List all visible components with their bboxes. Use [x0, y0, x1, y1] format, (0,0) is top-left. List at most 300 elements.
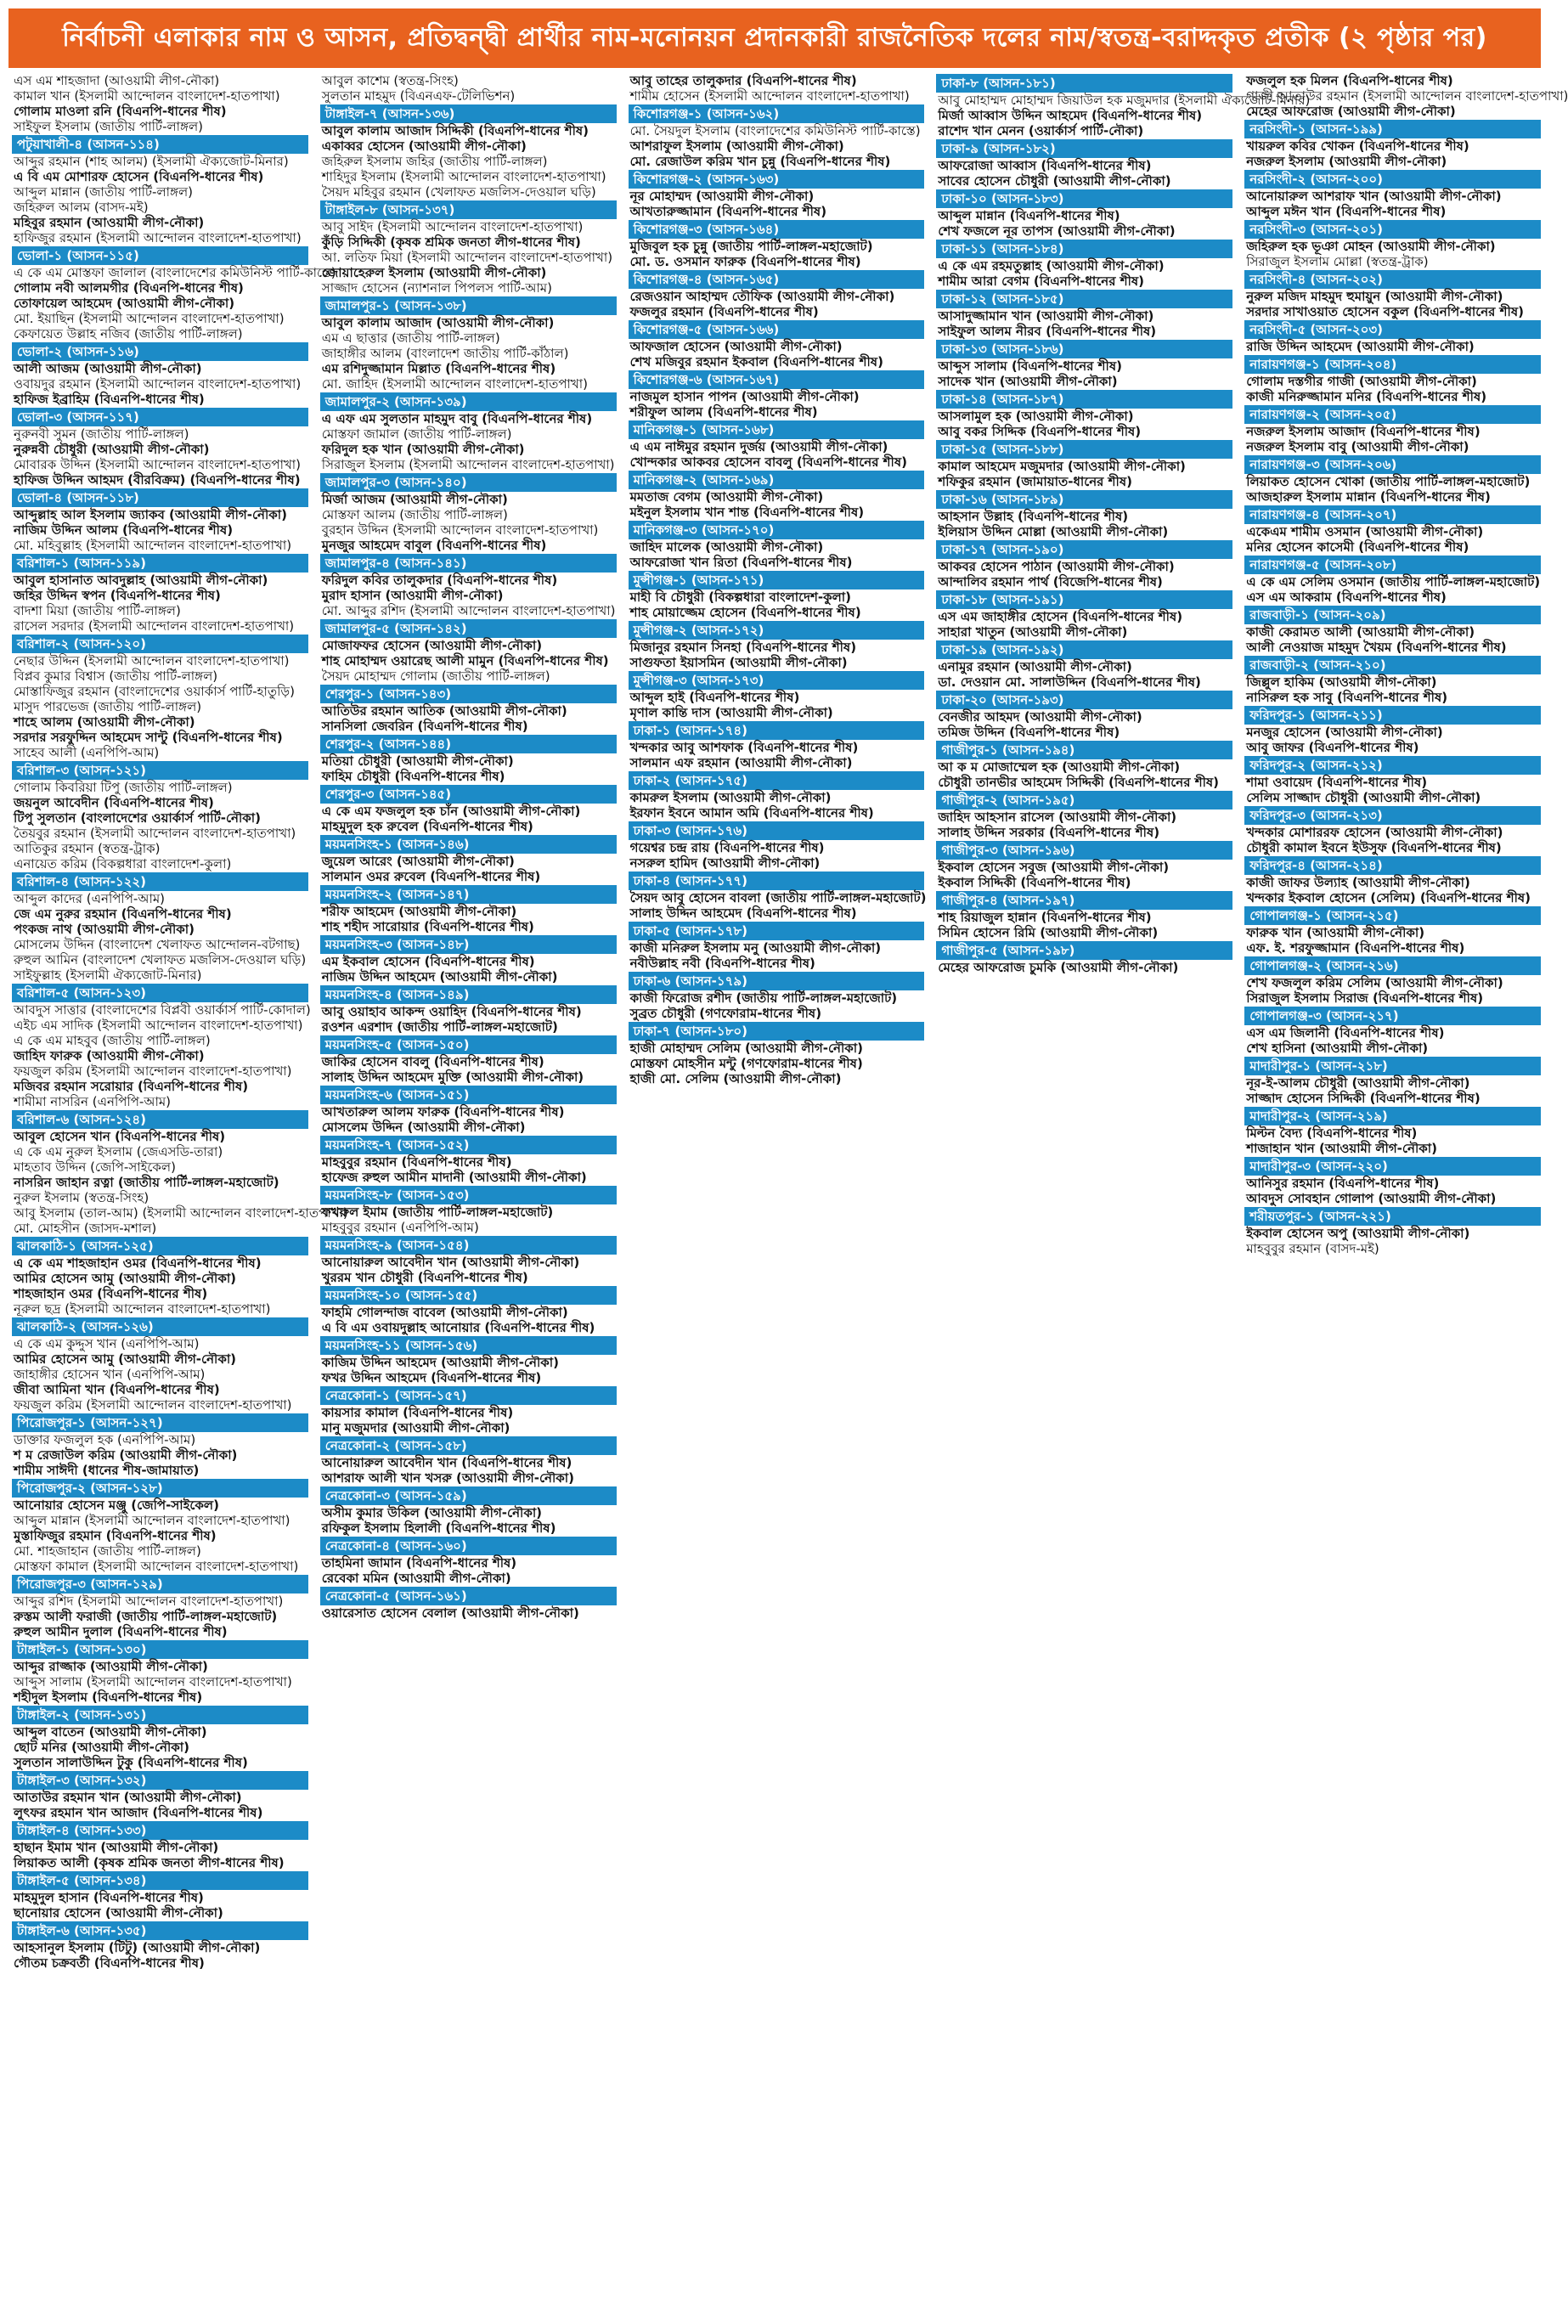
candidate-line: এ কে এম নুরুল ইসলাম (জেএসডি-তারা): [14, 1144, 223, 1159]
candidate-line: মাহবুবুর রহমান (বাসদ-মই): [1246, 1241, 1379, 1256]
constituency-header: পটুয়াখালী-৪ (আসন-১১৪): [12, 135, 308, 154]
candidate-line: অসীম কুমার উকিল (আওয়ামী লীগ-নৌকা): [321, 1505, 543, 1520]
constituency-header: গোপালগঞ্জ-১ (আসন-২১৫): [1244, 906, 1541, 925]
constituency-block: [1244, 956, 1541, 1006]
candidate-line: সৈয়দ মোহাম্মদ গোলাম (জাতীয় পার্টি-লাঙ্গল): [321, 668, 550, 684]
candidate-line: মুজিবুল হক চুন্নু (জাতীয় পার্টি-লাঙ্গল-মহাজোট): [629, 239, 873, 254]
candidate-line: মেহের আফরোজ চুমকি (আওয়ামী লীগ-নৌকা): [938, 960, 1179, 975]
constituency-header: ফরিদপুর-১ (আসন-২১১): [1244, 706, 1541, 725]
candidate-line: মোজাফফর হোসেন (আওয়ামী লীগ-নৌকা): [321, 638, 543, 653]
candidate-line: শামীম সাঈদী (ধানের শীষ-জামায়াত): [14, 1463, 200, 1478]
constituency-header: গাজীপুর-১ (আসন-১৯৪): [936, 741, 1232, 759]
constituency-header: নারায়ণগঞ্জ-৪ (আসন-২০৭): [1244, 505, 1541, 524]
candidate-line: নুরুল মজিদ মাহমুদ হুমায়ুন (আওয়ামী লীগ-নৌকা): [1246, 289, 1503, 304]
candidate-line: কামাল খান (ইসলামী আন্দোলন বাংলাদেশ-হাতপাখা): [14, 88, 280, 104]
candidate-line: সাহেব আলী (এনপিপি-আম): [14, 745, 160, 760]
constituency-header: জামালপুর-১ (আসন-১৩৮): [320, 296, 617, 315]
candidate-line: জোয়াহেরুল ইসলাম (আওয়ামী লীগ-নৌকা): [321, 265, 547, 280]
constituency-header: ময়মনসিংহ-৮ (আসন-১৫৩): [320, 1186, 617, 1204]
candidate-line: মোবারক উদ্দিন (ইসলামী আন্দোলন বাংলাদেশ-হাতপাখা): [14, 457, 302, 472]
candidate-line: আবুল কালাম আজাদ সিদ্দিকী (বিএনপি-ধানের শীষ): [321, 123, 589, 138]
candidate-line: ফখরুল ইমাম (জাতীয় পার্টি-লাঙ্গল-মহাজোট): [321, 1204, 554, 1220]
constituency-header: জামালপুর-৫ (আসন-১৪২): [320, 619, 617, 638]
candidate-line: আমির হোসেন আমু (আওয়ামী লীগ-নৌকা): [14, 1271, 237, 1286]
candidate-line: এ কে এম শাহজাহান ওমর (বিএনপি-ধানের শীষ): [14, 1255, 262, 1271]
candidate-line: আবুল হাসানাত আবদুল্লাহ (আওয়ামী লীগ-নৌকা): [14, 573, 268, 588]
candidate-line: ফাহিম চৌধুরী (বিএনপি-ধানের শীষ): [321, 769, 505, 784]
constituency-block: [629, 420, 925, 470]
constituency-header: ঢাকা-৯ (আসন-১৮২): [936, 139, 1232, 158]
constituency-header: নারায়ণগঞ্জ-১ (আসন-২০৪): [1244, 355, 1541, 374]
candidate-line: কেফায়েত উল্লাহ নজিব (জাতীয় পার্টি-লাঙ্গল): [14, 326, 243, 341]
constituency-header: জামালপুর-৩ (আসন-১৪০): [320, 473, 617, 492]
candidate-line: বেনজীর আহমদ (আওয়ামী লীগ-নৌকা): [938, 709, 1142, 725]
candidate-line: আব্দুর রহমান (শাহ আলম) (ইসলামী ঐক্যজোট-মিনার): [14, 154, 289, 169]
candidate-line: ছানোয়ার হোসেন (আওয়ামী লীগ-নৌকা): [14, 1905, 223, 1921]
candidate-line: রেবেকা মমিন (আওয়ামী লীগ-নৌকা): [321, 1571, 511, 1586]
candidate-line: আব্দুর রাজ্জাক (আওয়ামী লীগ-নৌকা): [14, 1659, 208, 1674]
constituency-header: ঢাকা-১০ (আসন-১৮৩): [936, 189, 1232, 208]
constituency-block: [12, 872, 308, 983]
candidate-line: সানসিলা জেবরিন (বিএনপি-ধানের শীষ): [321, 719, 528, 734]
constituency-block: [12, 1479, 308, 1574]
candidate-line: ইকবাল হোসেন অপু (আওয়ামী লীগ-নৌকা): [1246, 1226, 1470, 1241]
constituency-block: [629, 972, 925, 1021]
constituency-header: ময়মনসিংহ-১০ (আসন-১৫৫): [320, 1286, 617, 1305]
candidate-line: রুহুল আমিন (বাংলাদেশ খেলাফত মজলিস-দেওয়াল ঘড়ি): [14, 952, 307, 967]
constituency-header: নরসিংদী-৩ (আসন-২০১): [1244, 220, 1541, 239]
constituency-block: [12, 1237, 308, 1317]
constituency-header: টাঙ্গাইল-৫ (আসন-১৩৪): [12, 1871, 308, 1890]
candidate-line: কাজী জাফর উল্যাহ (আওয়ামী লীগ-নৌকা): [1246, 875, 1470, 890]
candidate-line: খন্দকার আবু আশফাক (বিএনপি-ধানের শীষ): [629, 740, 859, 755]
candidate-line: ইলিয়াস উদ্দিন মোল্লা (আওয়ামী লীগ-নৌকা): [938, 524, 1169, 539]
constituency-block: [320, 200, 617, 296]
candidate-line: মো. মহিবুল্লাহ (ইসলামী আন্দোলন বাংলাদেশ-হাতপাখা): [14, 538, 292, 553]
constituency-header: টাঙ্গাইল-২ (আসন-১৩১): [12, 1706, 308, 1724]
constituency-block: [936, 74, 1311, 138]
candidate-line: এম এ ছাত্তার (জাতীয় পার্টি-লাঙ্গল): [321, 330, 500, 346]
candidate-line: আখতারুজ্জামান (বিএনপি-ধানের শীষ): [629, 204, 827, 219]
candidate-line: লুৎফর রহমান খান আজাদ (বিএনপি-ধানের শীষ): [14, 1805, 263, 1820]
candidate-line: চৌধুরী তানভীর আহমেদ সিদ্দিকী (বিএনপি-ধানের শীষ): [938, 775, 1220, 790]
constituency-block: [320, 73, 617, 104]
constituency-header: ঢাকা-৭ (আসন-১৮০): [629, 1022, 925, 1041]
candidate-line: আনোয়ারুল আবেদীন খান (বিএনপি-ধানের শীষ): [321, 1455, 572, 1470]
candidate-line: জাহিদ ফারুক (আওয়ামী লীগ-নৌকা): [14, 1048, 205, 1063]
constituency-block: [12, 1871, 308, 1921]
results-column: [936, 73, 1311, 2316]
constituency-block: [12, 1317, 308, 1413]
candidate-line: ফয়জুল করিম (ইসলামী আন্দোলন বাংলাদেশ-হাতপাখা): [14, 1397, 292, 1413]
constituency-block: [12, 342, 308, 407]
candidate-line: আফরোজা আব্বাস (বিএনপি-ধানের শীষ): [938, 158, 1152, 173]
constituency-header: ঢাকা-১৬ (আসন-১৮৯): [936, 490, 1232, 509]
constituency-header: গাজীপুর-৪ (আসন-১৯৭): [936, 891, 1232, 910]
constituency-header: মুন্সীগঞ্জ-৩ (আসন-১৭৩): [629, 671, 925, 690]
constituency-header: মানিকগঞ্জ-১ (আসন-১৬৮): [629, 420, 925, 439]
constituency-header: টাঙ্গাইল-৮ (আসন-১৩৭): [320, 200, 617, 219]
candidate-line: মোসলেম উদ্দিন (আওয়ামী লীগ-নৌকা): [321, 1120, 526, 1135]
candidate-line: শামীম আরা বেগম (বিএনপি-ধানের শীষ): [938, 274, 1144, 289]
candidate-line: মমতাজ বেগম (আওয়ামী লীগ-নৌকা): [629, 489, 824, 505]
constituency-header: ঢাকা-১৫ (আসন-১৮৮): [936, 440, 1232, 459]
constituency-header: ময়মনসিংহ-৫ (আসন-১৫০): [320, 1035, 617, 1054]
candidate-line: এইচ এম সাদিক (ইসলামী আন্দোলন বাংলাদেশ-হাতপাখা): [14, 1018, 303, 1033]
constituency-block: [936, 440, 1232, 489]
constituency-block: [1244, 505, 1541, 555]
constituency-header: ফরিদপুর-৩ (আসন-২১৩): [1244, 806, 1541, 825]
candidate-line: আব্দুল মান্নান (ইসলামী আন্দোলন বাংলাদেশ-হাতপাখা): [14, 1513, 290, 1528]
constituency-block: [629, 471, 925, 520]
constituency-block: [320, 1236, 617, 1285]
candidate-line: নুরুন্নবী চৌধুরী (আওয়ামী লীগ-নৌকা): [14, 442, 210, 457]
candidate-line: আহসান উল্লাহ (বিএনপি-ধানের শীষ): [938, 509, 1129, 524]
candidate-line: এস এম আকরাম (বিএনপি-ধানের শীষ): [1246, 589, 1447, 605]
constituency-block: [12, 246, 336, 341]
candidate-line: মুস্তাফিজুর রহমান (বিএনপি-ধানের শীষ): [14, 1528, 217, 1543]
candidate-line: মনির হোসেন কাসেমী (বিএনপি-ধানের শীষ): [1246, 539, 1469, 555]
candidate-line: কাজী ফিরোজ রশীদ (জাতীয় পার্টি-লাঙ্গল-মহাজোট): [629, 990, 898, 1006]
constituency-header: নরসিংদী-২ (আসন-২০০): [1244, 170, 1541, 189]
candidate-line: নাজিম উদ্দিন আলম (বিএনপি-ধানের শীষ): [14, 522, 234, 538]
constituency-block: [629, 821, 925, 871]
constituency-block: [1244, 1207, 1541, 1256]
constituency-header: গোপালগঞ্জ-২ (আসন-২১৬): [1244, 956, 1541, 975]
constituency-block: [320, 1587, 617, 1621]
candidate-line: নাজিম উদ্দিন আহমেদ (আওয়ামী লীগ-নৌকা): [321, 969, 558, 984]
candidate-line: টিপু সুলতান (বাংলাদেশের ওয়ার্কার্স পার্টি-নৌকা): [14, 810, 262, 826]
constituency-block: [320, 1035, 617, 1085]
constituency-block: [12, 1575, 308, 1639]
candidate-line: আব্দুল হাই (বিএনপি-ধানের শীষ): [629, 690, 800, 705]
candidate-line: এ এম নাঈমুর রহমান দুর্জয় (আওয়ামী লীগ-নৌকা): [629, 439, 888, 454]
constituency-block: [12, 1921, 308, 1971]
page-banner-title: নির্বাচনী এলাকার নাম ও আসন, প্রতিদ্বন্দ্বী প্রার্থীর নাম-মনোনয়ন প্রদানকারী রাজনৈতিক দলের নাম/স্বতন্ত্র-বরাদ্দকৃত প্রতীক (২ পৃষ্ঠার পর): [8, 8, 1541, 68]
candidate-line: নসরুল হামিদ (আওয়ামী লীগ-নৌকা): [629, 855, 821, 871]
candidate-line: বাদশা মিয়া (জাতীয় পার্টি-লাঙ্গল): [14, 603, 181, 618]
candidate-line: সালাহ উদ্দিন আহমেদ মুক্তি (আওয়ামী লীগ-নৌকা): [321, 1069, 584, 1085]
candidate-line: মনজুর হোসেন (আওয়ামী লীগ-নৌকা): [1246, 725, 1443, 740]
constituency-block: [936, 941, 1232, 975]
constituency-block: [1244, 906, 1541, 956]
candidate-line: সিরাজুল ইসলাম (ইসলামী আন্দোলন বাংলাদেশ-হাতপাখা): [321, 457, 615, 472]
constituency-header: ঢাকা-১৮ (আসন-১৯১): [936, 590, 1232, 609]
constituency-block: [320, 985, 617, 1035]
candidate-line: গৌতম চক্রবর্তী (বিএনপি-ধানের শীষ): [14, 1955, 205, 1971]
candidate-line: শহীদুল ইসলাম (বিএনপি-ধানের শীষ): [14, 1689, 203, 1705]
constituency-block: [629, 220, 925, 269]
constituency-header: শেরপুর-৩ (আসন-১৪৫): [320, 785, 617, 804]
candidate-line: কাজী কেরামত আলী (আওয়ামী লীগ-নৌকা): [1246, 624, 1475, 640]
constituency-header: ঝালকাঠি-২ (আসন-১২৬): [12, 1317, 308, 1336]
candidate-line: নজরুল ইসলাম বাবু (আওয়ামী লীগ-নৌকা): [1246, 439, 1469, 454]
candidate-line: আব্দুস সালাম (বিএনপি-ধানের শীষ): [938, 358, 1122, 374]
candidate-line: বুরহান উদ্দিন (ইসলামী আন্দোলন বাংলাদেশ-হাতপাখা): [321, 522, 599, 538]
candidate-line: এনামুর রহমান (আওয়ামী লীগ-নৌকা): [938, 659, 1132, 674]
candidate-line: এনায়েত করিম (বিকল্পধারা বাংলাদেশ-কুলা): [14, 856, 232, 872]
candidate-line: তৈয়বুর রহমান (ইসলামী আন্দোলন বাংলাদেশ-হাতপাখা): [14, 826, 296, 841]
constituency-block: [12, 1821, 308, 1870]
constituency-block: [629, 320, 925, 369]
candidate-line: আশরাফ আলী খান খসরু (আওয়ামী লীগ-নৌকা): [321, 1470, 574, 1486]
constituency-header: ঢাকা-১৭ (আসন-১৯০): [936, 540, 1232, 559]
constituency-block: [936, 841, 1232, 890]
candidate-line: এ কে এম সেলিম ওসমান (জাতীয় পার্টি-লাঙ্গল-মহাজোট): [1246, 574, 1541, 589]
results-columns: [12, 73, 1568, 2316]
constituency-header: গাজীপুর-৩ (আসন-১৯৬): [936, 841, 1232, 860]
candidate-line: সাজ্জাদ হোসেন (ন্যাশনাল পিপলস পার্টি-আম): [321, 280, 552, 296]
candidate-line: মির্জা আব্বাস উদ্দিন আহমেদ (বিএনপি-ধানের শীষ): [938, 108, 1203, 123]
constituency-block: [1244, 1157, 1541, 1206]
candidate-line: মাহবুবুর রহমান (বিএনপি-ধানের শীষ): [321, 1154, 512, 1170]
candidate-line: এফ. ই. শরফুজ্জামান (বিএনপি-ধানের শীষ): [1246, 940, 1465, 956]
candidate-line: সাইফুল আলম নীরব (বিএনপি-ধানের শীষ): [938, 324, 1157, 339]
candidate-line: মহিবুর রহমান (আওয়ামী লীগ-নৌকা): [14, 215, 205, 230]
candidate-line: তাহমিনা জামান (বিএনপি-ধানের শীষ): [321, 1555, 517, 1571]
constituency-block: [1244, 856, 1541, 905]
results-column: [12, 73, 348, 2316]
candidate-line: হাজী মো. সেলিম (আওয়ামী লীগ-নৌকা): [629, 1071, 842, 1086]
candidate-line: শাহজাহান ওমর (বিএনপি-ধানের শীষ): [14, 1286, 208, 1301]
candidate-line: হাফিজুর রহমান (ইসলামী আন্দোলন বাংলাদেশ-হাতপাখা): [14, 230, 302, 245]
constituency-header: মানিকগঞ্জ-৩ (আসন-১৭০): [629, 521, 925, 539]
constituency-header: ঢাকা-৮ (আসন-১৮১): [936, 74, 1232, 93]
candidate-line: আমির হোসেন আমু (আওয়ামী লীগ-নৌকা): [14, 1351, 237, 1367]
constituency-block: [320, 1336, 617, 1385]
constituency-header: গোপালগঞ্জ-৩ (আসন-২১৭): [1244, 1007, 1541, 1025]
constituency-block: [320, 935, 617, 984]
candidate-line: মোস্তফা জামাল (জাতীয় পার্টি-লাঙ্গল): [321, 426, 512, 442]
constituency-header: কিশোরগঞ্জ-২ (আসন-১৬৩): [629, 170, 925, 189]
candidate-line: নজরুল ইসলাম আজাদ (বিএনপি-ধানের শীষ): [1246, 424, 1481, 439]
candidate-line: ফরিদুল কবির তালুকদার (বিএনপি-ধানের শীষ): [321, 573, 558, 588]
candidate-line: মোসলেম উদ্দিন (বাংলাদেশ খেলাফত আন্দোলন-বটগাছ): [14, 937, 301, 952]
candidate-line: শাহ মোয়াজ্জেম হোসেন (বিএনপি-ধানের শীষ): [629, 605, 861, 620]
candidate-line: শাহে আলম (আওয়ামী লীগ-নৌকা): [14, 714, 195, 730]
candidate-line: আবু ইসলাম (তাল-আম) (ইসলামী আন্দোলন বাংলাদেশ-হাতপাখা): [14, 1205, 348, 1221]
constituency-block: [629, 370, 925, 420]
candidate-line: নেছার উদ্দিন (ইসলামী আন্দোলন বাংলাদেশ-হাতপাখা): [14, 653, 290, 668]
candidate-line: শরীফুল আলম (বিএনপি-ধানের শীষ): [629, 404, 818, 420]
candidate-line: মাহতাব উদ্দিন (জেপি-সাইকেল): [14, 1159, 176, 1175]
candidate-line: জাহাঙ্গীর আলম (বাংলাদেশ জাতীয় পার্টি-কাঁঠাল): [321, 346, 569, 361]
constituency-block: [629, 671, 925, 720]
constituency-header: শেরপুর-১ (আসন-১৪৩): [320, 685, 617, 703]
constituency-block: [1244, 170, 1541, 219]
candidate-line: আতিউর রহমান আতিক (আওয়ামী লীগ-নৌকা): [321, 703, 567, 719]
constituency-header: ভোলা-২ (আসন-১১৬): [12, 342, 308, 361]
candidate-line: আফজাল হোসেন (আওয়ামী লীগ-নৌকা): [629, 339, 843, 354]
candidate-line: আব্দুস সালাম (ইসলামী আন্দোলন বাংলাদেশ-হাতপাখা): [14, 1674, 292, 1689]
constituency-header: ঢাকা-১১ (আসন-১৮৪): [936, 240, 1232, 258]
candidate-line: নূরুল ছদ্র (ইসলামী আন্দোলন বাংলাদেশ-হাতপাখা): [14, 1301, 271, 1317]
constituency-header: পিরোজপুর-২ (আসন-১২৮): [12, 1479, 308, 1498]
constituency-block: [12, 488, 308, 553]
candidate-line: রেজওয়ান আহাম্মদ তৌফিক (আওয়ামী লীগ-নৌকা): [629, 289, 895, 304]
constituency-block: [936, 691, 1232, 740]
constituency-header: বরিশাল-৩ (আসন-১২১): [12, 761, 308, 780]
candidate-line: নূর-ই-আলম চৌধুরী (আওয়ামী লীগ-নৌকা): [1246, 1075, 1470, 1091]
candidate-line: রওশন এরশাদ (জাতীয় পার্টি-লাঙ্গল-মহাজোট): [321, 1019, 558, 1035]
constituency-block: [936, 290, 1232, 339]
constituency-block: [320, 1436, 617, 1486]
candidate-line: এ বি এম মোশারফ হোসেন (বিএনপি-ধানের শীষ): [14, 169, 264, 184]
candidate-line: গোলাম কিবরিয়া টিপু (জাতীয় পার্টি-লাঙ্গল): [14, 780, 233, 795]
constituency-header: ঢাকা-৪ (আসন-১৭৭): [629, 872, 925, 890]
constituency-block: [320, 1186, 617, 1235]
constituency-block: [320, 885, 617, 934]
constituency-header: ঢাকা-১৯ (আসন-১৯২): [936, 640, 1232, 659]
constituency-block: [629, 73, 925, 104]
candidate-line: জহিরুল ইসলাম জহির (জাতীয় পার্টি-লাঙ্গল): [321, 154, 548, 169]
constituency-header: ফরিদপুর-৪ (আসন-২১৪): [1244, 856, 1541, 875]
results-column: [629, 73, 925, 2316]
constituency-block: [629, 621, 925, 670]
candidate-line: জুয়েল আরেং (আওয়ামী লীগ-নৌকা): [321, 854, 515, 869]
constituency-header: ফরিদপুর-২ (আসন-২১২): [1244, 756, 1541, 775]
constituency-header: ঢাকা-৬ (আসন-১৭৯): [629, 972, 925, 990]
constituency-header: বরিশাল-৬ (আসন-১২৪): [12, 1110, 308, 1129]
constituency-block: [1244, 1007, 1541, 1056]
candidate-line: মুনজুর আহমেদ বাবুল (বিএনপি-ধানের শীষ): [321, 538, 547, 553]
candidate-line: আব্দুর রশিদ (ইসলামী আন্দোলন বাংলাদেশ-হাতপাখা): [14, 1594, 284, 1609]
candidate-line: কায়সার কামাল (বিএনপি-ধানের শীষ): [321, 1405, 514, 1420]
candidate-line: মোস্তফা কামাল (ইসলামী আন্দোলন বাংলাদেশ-হাতপাখা): [14, 1559, 299, 1574]
candidate-line: সিমিন হোসেন রিমি (আওয়ামী লীগ-নৌকা): [938, 925, 1159, 940]
constituency-block: [936, 240, 1232, 289]
candidate-line: আনোয়ার হোসেন মঞ্জু (জেপি-সাইকেল): [14, 1498, 219, 1513]
constituency-header: নারায়ণগঞ্জ-২ (আসন-২০৫): [1244, 405, 1541, 424]
candidate-line: আবু জাফর (বিএনপি-ধানের শীষ): [1246, 740, 1419, 755]
constituency-header: মানিকগঞ্জ-২ (আসন-১৬৯): [629, 471, 925, 489]
candidate-line: শাহ শহীদ সারোয়ার (বিএনপি-ধানের শীষ): [321, 919, 534, 934]
candidate-line: কামাল আহমেদ মজুমদার (আওয়ামী লীগ-নৌকা): [938, 459, 1186, 474]
candidate-line: রুস্তম আলী ফরাজী (জাতীয় পার্টি-লাঙ্গল-মহাজোট): [14, 1609, 278, 1624]
candidate-line: মো. মোহসীন (জাসদ-মশাল): [14, 1221, 157, 1236]
candidate-line: এম রশিদুজ্জামান মিল্লাত (বিএনপি-ধানের শীষ): [321, 361, 556, 376]
constituency-header: ভোলা-১ (আসন-১১৫): [12, 246, 308, 265]
candidate-line: আবু সাইদ (ইসলামী আন্দোলন বাংলাদেশ-হাতপাখা): [321, 219, 584, 234]
constituency-header: গাজীপুর-৫ (আসন-১৯৮): [936, 941, 1232, 960]
candidate-line: আ ক ম মোজাম্মেল হক (আওয়ামী লীগ-নৌকা): [938, 759, 1181, 775]
constituency-block: [12, 73, 308, 134]
constituency-header: শেরপুর-২ (আসন-১৪৪): [320, 735, 617, 753]
candidate-line: মাসুদ পারভেজ (জাতীয় পার্টি-লাঙ্গল): [14, 699, 202, 714]
constituency-block: [629, 170, 925, 219]
constituency-block: [320, 1136, 617, 1185]
constituency-header: নারায়ণগঞ্জ-৩ (আসন-২০৬): [1244, 455, 1541, 474]
candidate-line: সিরাজুল ইসলাম মোল্লা (স্বতন্ত্র-ট্রাক): [1246, 254, 1429, 269]
constituency-header: নারায়ণগঞ্জ-৫ (আসন-২০৮): [1244, 556, 1541, 574]
candidate-line: মাহবুবুর রহমান (এনপিপি-আম): [321, 1220, 479, 1235]
candidate-line: নূর মোহাম্মদ (আওয়ামী লীগ-নৌকা): [629, 189, 815, 204]
candidate-line: ইরফান ইবনে আমান অমি (বিএনপি-ধানের শীষ): [629, 805, 874, 821]
candidate-line: গোলাম নবী আলমগীর (বিএনপি-ধানের শীষ): [14, 280, 244, 296]
candidate-line: আহসানুল ইসলাম (টিটু) (আওয়ামী লীগ-নৌকা): [14, 1940, 261, 1955]
constituency-header: কিশোরগঞ্জ-৫ (আসন-১৬৬): [629, 320, 925, 339]
candidate-line: লিয়াকত আলী (কৃষক শ্রমিক জনতা লীগ-ধানের শীষ): [14, 1855, 285, 1870]
constituency-header: বরিশাল-৪ (আসন-১২২): [12, 872, 308, 891]
constituency-header: কিশোরগঞ্জ-৬ (আসন-১৬৭): [629, 370, 925, 389]
constituency-header: টাঙ্গাইল-৪ (আসন-১৩৩): [12, 1821, 308, 1840]
constituency-block: [12, 1640, 308, 1705]
candidate-line: চৌধুরী কামাল ইবনে ইউসুফ (বিএনপি-ধানের শীষ): [1246, 840, 1502, 855]
constituency-header: নেত্রকোনা-৫ (আসন-১৬১): [320, 1587, 617, 1605]
constituency-header: ভোলা-৪ (আসন-১১৮): [12, 488, 308, 507]
candidate-line: সাগুফতা ইয়াসমিন (আওয়ামী লীগ-নৌকা): [629, 655, 848, 670]
candidate-line: এ কে এম ফজলুল হক চাঁন (আওয়ামী লীগ-নৌকা): [321, 804, 581, 819]
candidate-line: আলী নেওয়াজ মাহমুদ খৈয়ম (বিএনপি-ধানের শীষ): [1246, 640, 1507, 655]
candidate-line: আব্দুল মঈন খান (বিএনপি-ধানের শীষ): [1246, 204, 1447, 219]
candidate-line: মতিয়া চৌধুরী (আওয়ামী লীগ-নৌকা): [321, 753, 514, 769]
candidate-line: কামরুল ইসলাম (আওয়ামী লীগ-নৌকা): [629, 790, 832, 805]
candidate-line: আবুল হোসেন খান (বিএনপি-ধানের শীষ): [14, 1129, 226, 1144]
candidate-line: হাছান ইমাম খান (আওয়ামী লীগ-নৌকা): [14, 1840, 219, 1855]
constituency-block: [320, 1486, 617, 1536]
candidate-line: কুঁড়ি সিদ্দিকী (কৃষক শ্রমিক জনতা লীগ-ধানের শীষ): [321, 234, 581, 250]
candidate-line: খুররম খান চৌধুরী (বিএনপি-ধানের শীষ): [321, 1270, 528, 1285]
constituency-block: [320, 554, 617, 618]
candidate-line: ফাহমি গোলন্দাজ বাবেল (আওয়ামী লীগ-নৌকা): [321, 1305, 568, 1320]
constituency-header: কিশোরগঞ্জ-৪ (আসন-১৬৫): [629, 270, 925, 289]
constituency-header: ঢাকা-৫ (আসন-১৭৮): [629, 922, 925, 940]
candidate-line: জহিরুল হক ভূঞা মোহন (আওয়ামী লীগ-নৌকা): [1246, 239, 1496, 254]
constituency-header: ময়মনসিংহ-১১ (আসন-১৫৬): [320, 1336, 617, 1355]
candidate-line: আব্দুল মান্নান (বিএনপি-ধানের শীষ): [938, 208, 1120, 223]
constituency-header: মুন্সীগঞ্জ-২ (আসন-১৭২): [629, 621, 925, 640]
constituency-block: [629, 1022, 925, 1086]
constituency-header: জামালপুর-৪ (আসন-১৪১): [320, 554, 617, 573]
candidate-line: শ ম রেজাউল করিম (আওয়ামী লীগ-নৌকা): [14, 1447, 238, 1463]
constituency-block: [12, 1413, 308, 1478]
constituency-header: ময়মনসিংহ-২ (আসন-১৪৭): [320, 885, 617, 904]
constituency-block: [320, 392, 617, 472]
candidate-line: এ কে এম কুদ্দুস খান (এনপিপি-আম): [14, 1336, 200, 1351]
candidate-line: মিল্টন বৈদ্য (বিএনপি-ধানের শীষ): [1246, 1125, 1418, 1141]
constituency-header: মাদারীপুর-২ (আসন-২১৯): [1244, 1107, 1541, 1125]
constituency-header: ময়মনসিংহ-৯ (আসন-১৫৪): [320, 1236, 617, 1255]
candidate-line: সালাহ উদ্দিন আহমেদ (বিএনপি-ধানের শীষ): [629, 905, 857, 921]
candidate-line: আ. লতিফ মিয়া (ইসলামী আন্দোলন বাংলাদেশ-হাতপাখা): [321, 250, 613, 265]
constituency-block: [12, 135, 308, 245]
constituency-header: পিরোজপুর-১ (আসন-১২৭): [12, 1413, 308, 1432]
constituency-block: [629, 771, 925, 821]
candidate-line: সৈয়দ আবু হোসেন বাবলা (জাতীয় পার্টি-লাঙ্গল-মহাজোট): [629, 890, 927, 905]
constituency-block: [12, 984, 311, 1109]
candidate-line: আবদুস সাত্তার (বাংলাদেশের বিপ্লবী ওয়ার্কার্স পার্টি-কোদাল): [14, 1002, 311, 1018]
candidate-line: মো. রেজাউল করিম খান চুন্নু (বিএনপি-ধানের শীষ): [629, 154, 891, 169]
candidate-line: কাজিম উদ্দিন আহমেদ (আওয়ামী লীগ-নৌকা): [321, 1355, 559, 1370]
constituency-block: [936, 891, 1232, 940]
candidate-line: মো. সৈয়দুল ইসলাম (বাংলাদেশের কমিউনিস্ট পার্টি-কাস্তে): [629, 123, 921, 138]
candidate-line: শরীফ আহমেদ (আওয়ামী লীগ-নৌকা): [321, 904, 517, 919]
constituency-block: [12, 408, 308, 488]
candidate-line: এ বি এম ওবায়দুল্লাহ আনোয়ার (বিএনপি-ধানের শীষ): [321, 1320, 595, 1335]
constituency-header: ময়মনসিংহ-১ (আসন-১৪৬): [320, 835, 617, 854]
candidate-line: সেলিম সাজ্জাদ চৌধুরী (আওয়ামী লীগ-নৌকা): [1246, 790, 1481, 805]
candidate-line: গোলাম মাওলা রনি (বিএনপি-ধানের শীষ): [14, 104, 227, 119]
constituency-block: [12, 1110, 348, 1236]
candidate-line: আব্দুল কাদের (এনপিপি-আম): [14, 891, 165, 906]
candidate-line: জহির উদ্দিন স্বপন (বিএনপি-ধানের শীষ): [14, 588, 221, 603]
candidate-line: ফয়জুল করিম (ইসলামী আন্দোলন বাংলাদেশ-হাতপাখা): [14, 1063, 292, 1079]
constituency-header: ঝালকাঠি-১ (আসন-১২৫): [12, 1237, 308, 1255]
candidate-line: ফখর উদ্দিন আহমেদ (বিএনপি-ধানের শীষ): [321, 1370, 542, 1385]
candidate-line: আনোয়ারুল আবেদীন খান (আওয়ামী লীগ-নৌকা): [321, 1255, 580, 1270]
candidate-line: খোন্দকার আকবর হোসেন বাবলু (বিএনপি-ধানের শীষ): [629, 454, 907, 470]
candidate-line: সাজ্জাদ হোসেন সিদ্দিকী (বিএনপি-ধানের শীষ): [1246, 1091, 1481, 1106]
